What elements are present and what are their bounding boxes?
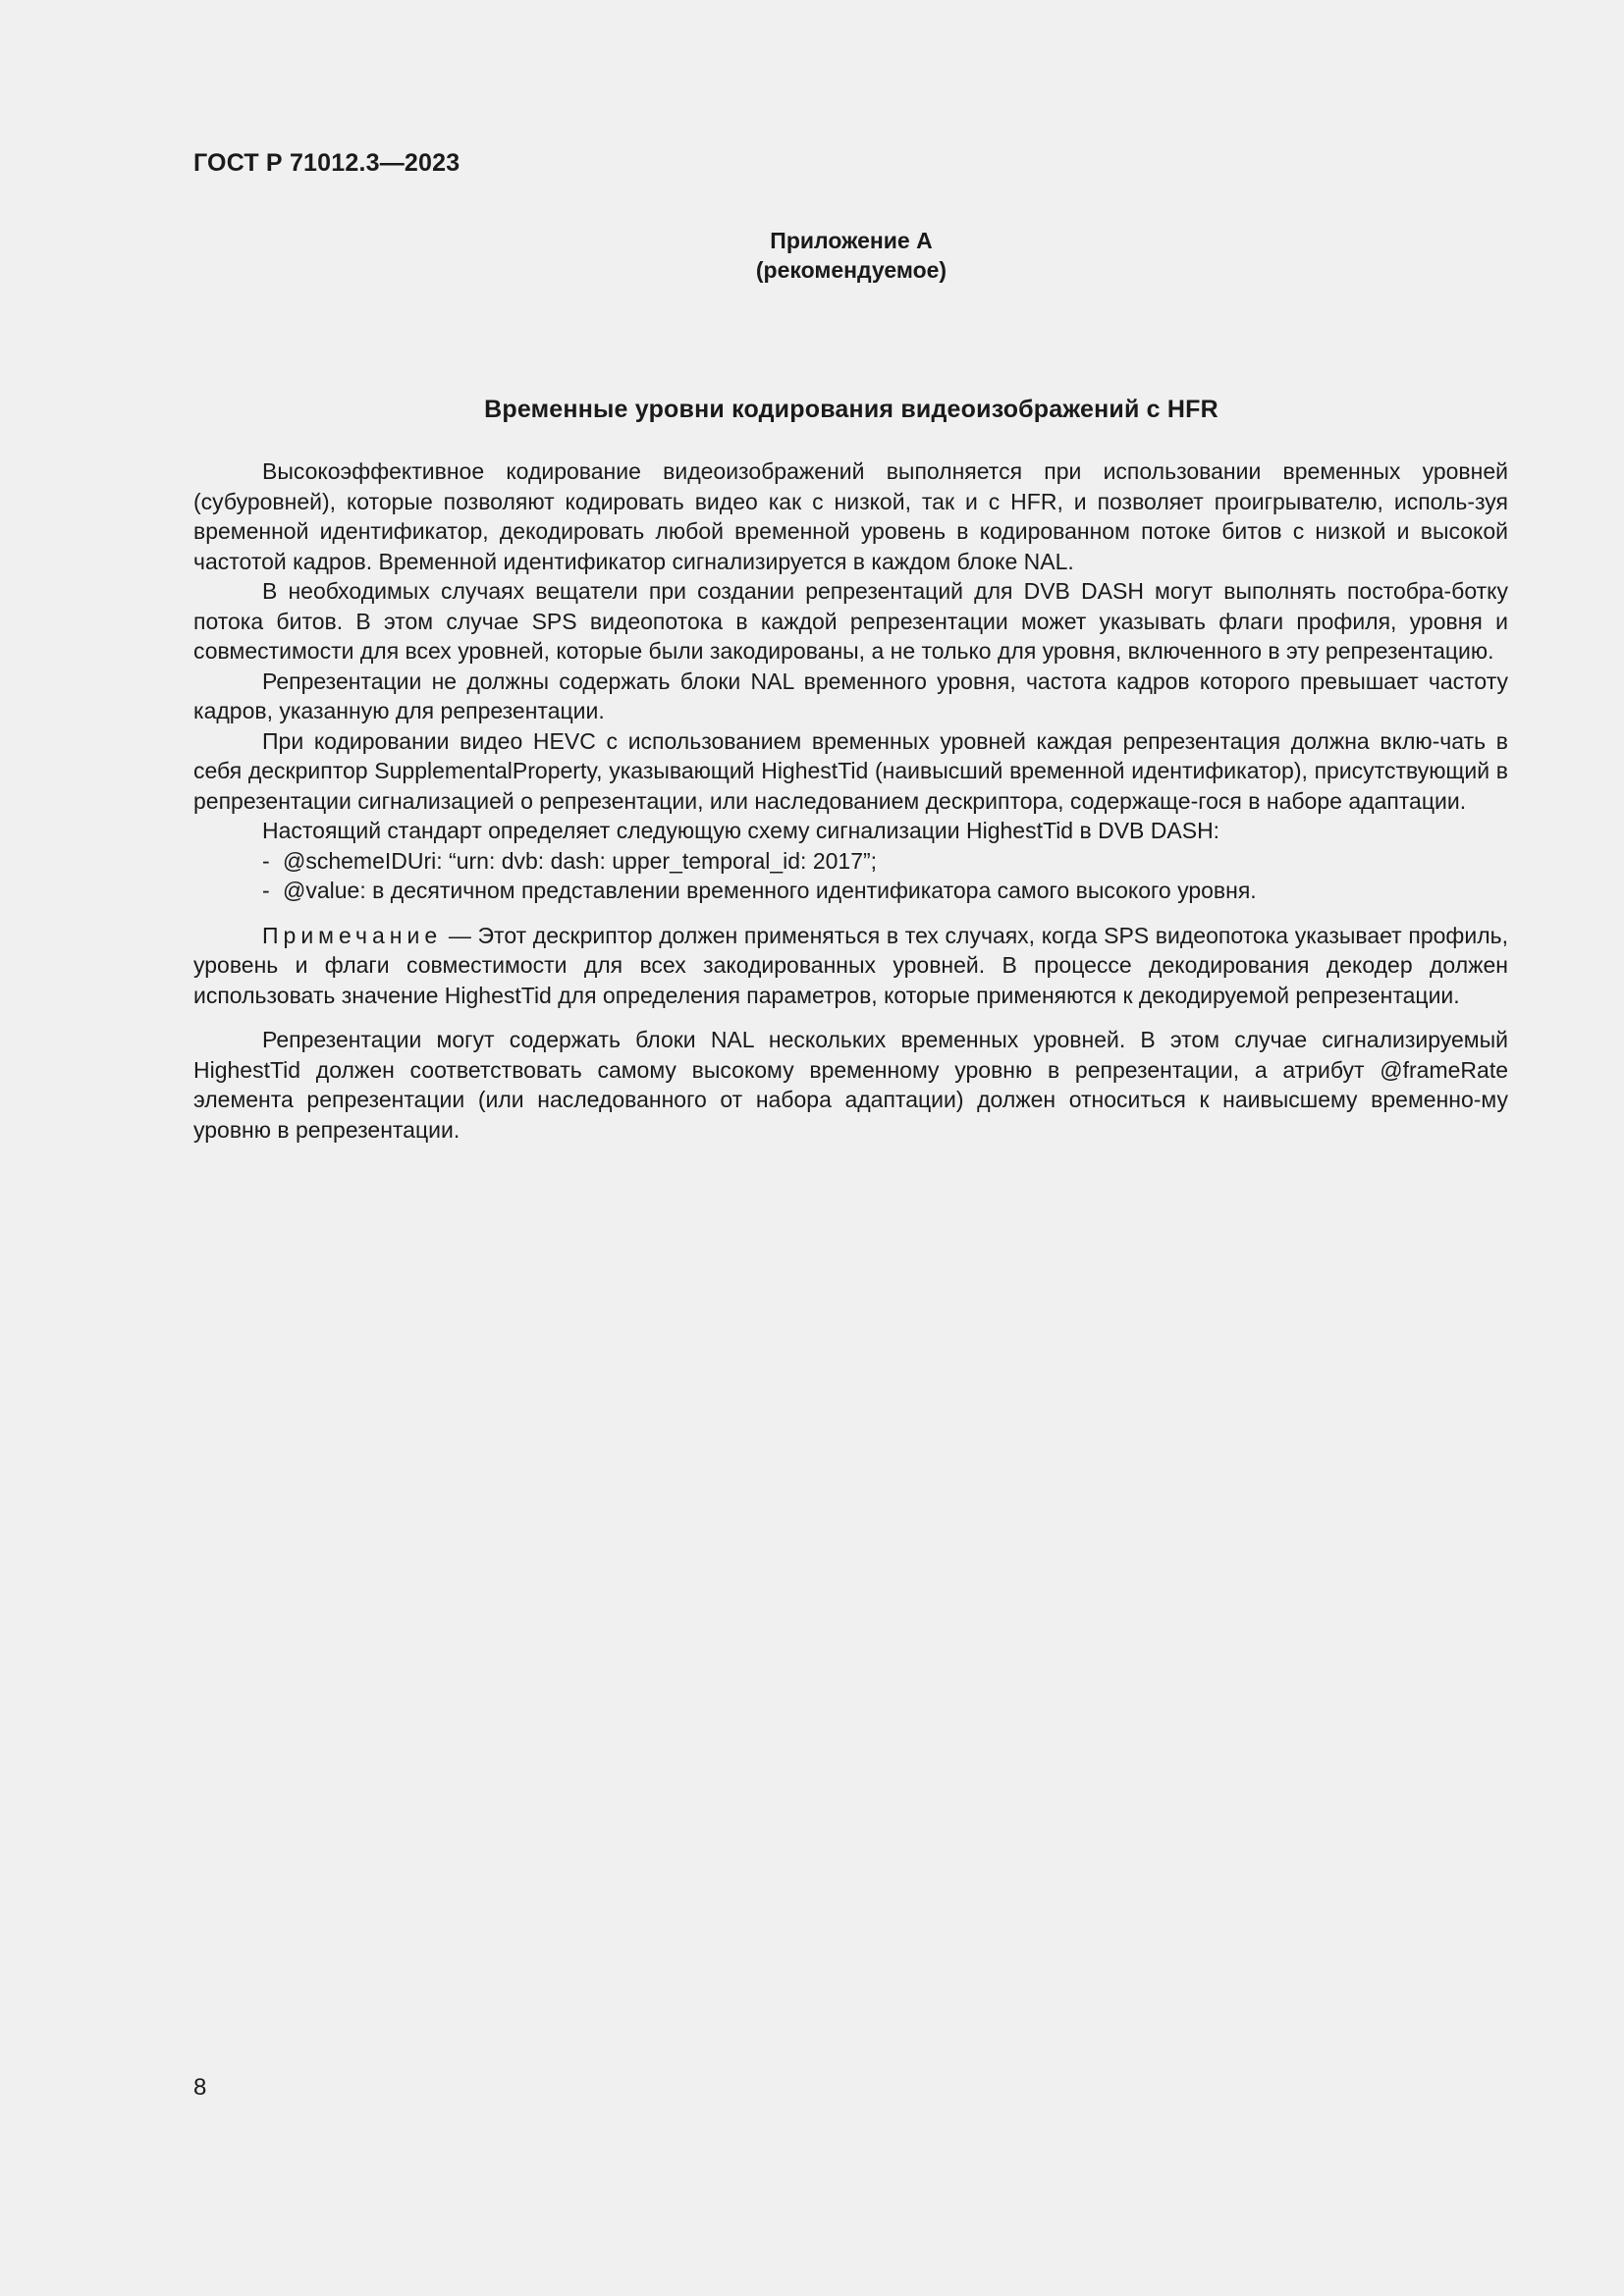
- annex-status: (рекомендуемое): [755, 257, 947, 283]
- note-paragraph: [193, 921, 1508, 1011]
- list-item-text: @schemeIDUri: “urn: dvb: dash: upper_temporal_id: 2017”;: [283, 847, 878, 874]
- standard-identifier: ГОСТ Р 71012.3—2023: [193, 149, 460, 177]
- note-label: Примечание: [262, 922, 443, 948]
- section-title: Временные уровни кодирования видеоизображений с HFR: [484, 396, 1218, 423]
- paragraph-2: В необходимых случаях вещатели при создании репрезентаций для DVB DASH могут выполнять постобра-ботку потока битов. В этом случае SPS видеопотока в каждой репрезентации может указывать флаги профиля, уровня и совместимости для всех уровней, которые были закодированы, а не только для уровня, включенного в эту репрезентацию.: [193, 578, 1508, 664]
- list-marker: -: [262, 847, 270, 874]
- final-paragraph: Репрезентации могут содержать блоки NAL нескольких временных уровней. В этом случае сигнализируемый HighestTid должен соответствовать самому высокому временному уровню в репрезентации, а атрибут @frameRate элемента репрезентации (или наследованного от набора адаптации) должен относиться к наивысшему временно-му уровню в репрезентации.: [193, 1027, 1508, 1143]
- document-body: [193, 456, 1508, 1145]
- paragraph-5: Настоящий стандарт определяет следующую схему сигнализации HighestTid в DVB DASH:: [262, 818, 1220, 843]
- note-text: — Этот дескриптор должен применяться в тех случаях, когда SPS видеопотока указывает профиль, уровень и флаги совместимости для всех закодированных уровней. В процессе декодирования декодер должен использовать значение HighestTid для определения параметров, которые применяются к декодируемой репрезентации.: [193, 922, 1508, 1008]
- annex-heading: [193, 226, 1509, 285]
- scheme-list: [193, 846, 1508, 906]
- list-item-text: @value: в десятичном представлении временного идентификатора самого высокого уровня.: [283, 878, 1257, 903]
- page-number: 8: [193, 2074, 207, 2101]
- list-item: [193, 846, 1508, 877]
- paragraph-1: Высокоэффективное кодирование видеоизображений выполняется при использовании временных уровней (субуровней), которые позволяют кодировать видео как с низкой, так и с HFR, и позволяет проигрывателю, исполь-зуя временной идентификатор, декодировать любой временной уровень в кодированном потоке битов с низкой и высокой частотой кадров. Временной идентификатор сигнализируется в каждом блоке NAL.: [193, 458, 1508, 574]
- paragraph-4: При кодировании видео HEVC с использованием временных уровней каждая репрезентация должна вклю-чать в себя дескриптор SupplementalProperty, указывающий HighestTid (наивысший временной идентификатор), присутствующий в репрезентации сигнализацией о репрезентации, или наследованием дескриптора, содержаще-гося в наборе адаптации.: [193, 727, 1508, 814]
- annex-title: Приложение А: [770, 228, 933, 253]
- list-item: [193, 876, 1508, 906]
- list-marker: -: [262, 878, 270, 903]
- paragraph-3: Репрезентации не должны содержать блоки NAL временного уровня, частота кадров которого превышает частоту кадров, указанную для репрезентации.: [193, 667, 1508, 723]
